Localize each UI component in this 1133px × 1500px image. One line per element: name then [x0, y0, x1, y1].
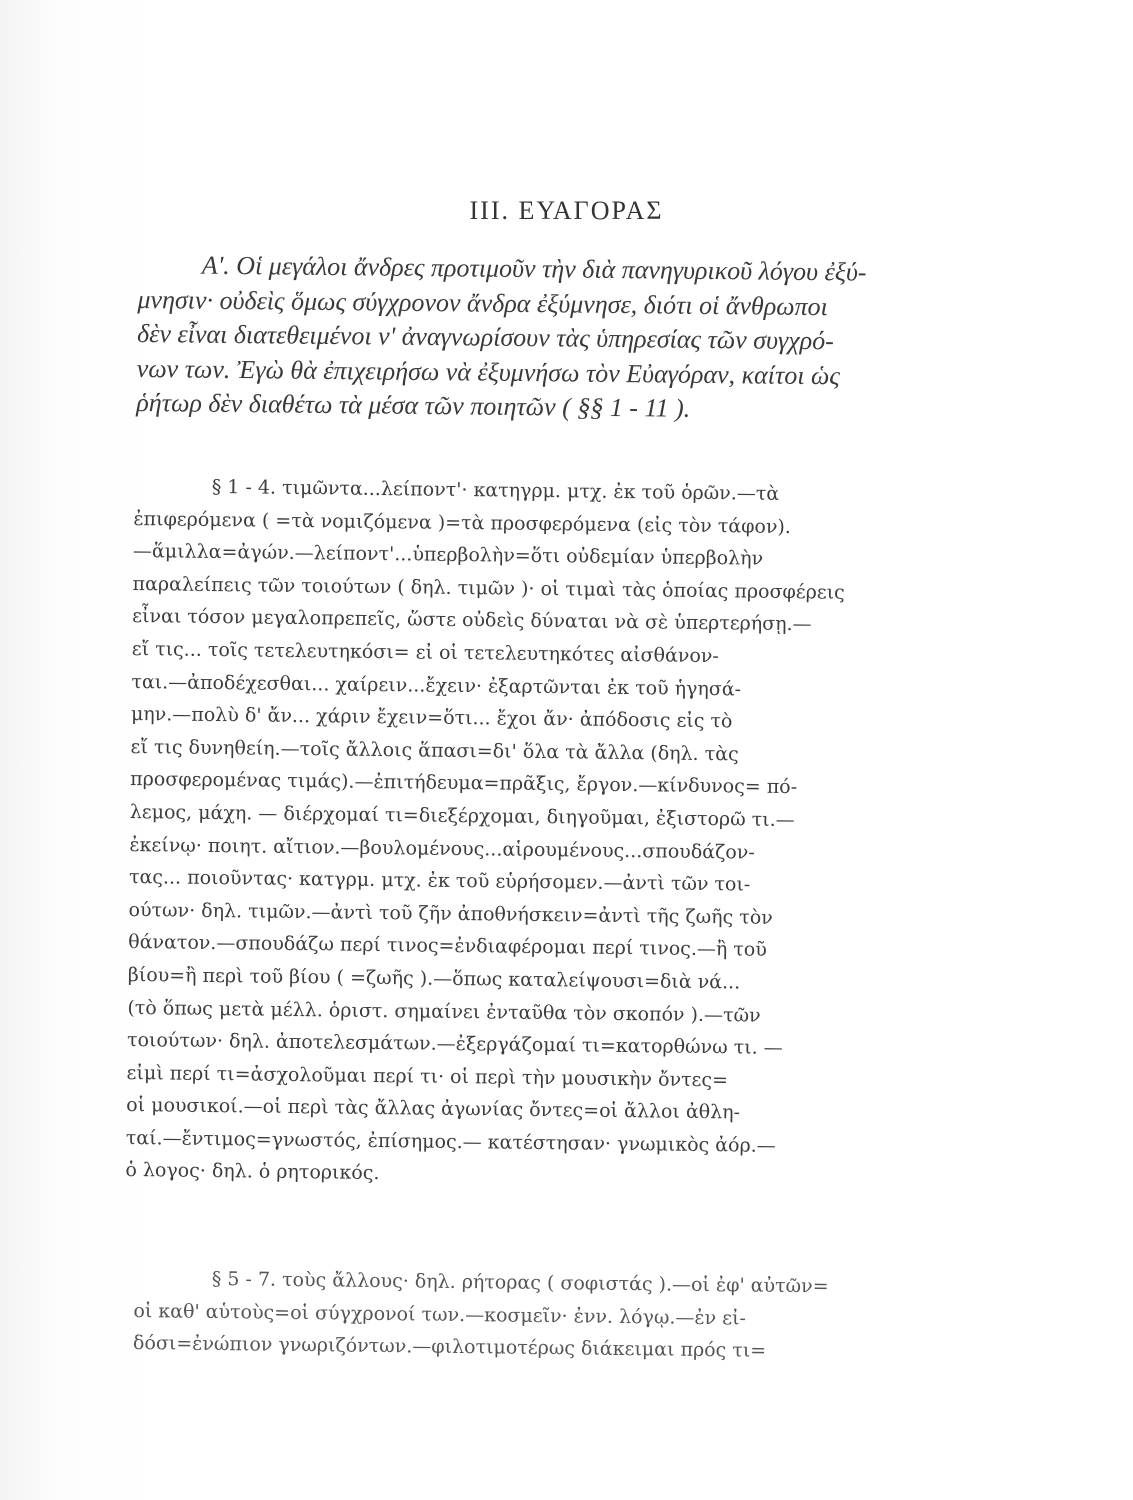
notes-5-7 [133, 1262, 996, 1370]
note-line: ταί.—ἔντιμος=γνωστός, ἐπίσημος.— κατέστησαν· γνωμικὸς ἀόρ.— [125, 1126, 776, 1157]
note-line: ται.—ἀποδέχεσθαι... χαίρειν...ἔχειν· ἐξαρτῶνται ἐκ τοῦ ἡγησά- [131, 670, 742, 700]
note-line: λεμος, μάχη. — διέρχομαί τι=διεξέρχομαι, διηγοῦμαι, ἐξιστορῶ τι.— [129, 800, 795, 832]
note-line: εἶναι τόσον μεγαλοπρεπεῖς, ὥστε οὐδεὶς δύναται νὰ σὲ ὑπερτερήσῃ.— [132, 605, 812, 636]
note-line: ὁ λογος· δηλ. ὁ ρητορικός. [125, 1159, 380, 1185]
note-line: οἱ μουσικοί.—οἱ περὶ τὰς ἄλλας ἀγωνίας ὄντες=οἱ ἄλλοι ἀθλη- [126, 1094, 741, 1124]
note-line: —ἅμιλλα=ἀγών.—λείποντ'...ὑπερβολὴν=ὅτι οὐδεμίαν ὑπερβολὴν [132, 540, 764, 570]
note-line: οἱ καθ' αὑτοὺς=οἱ σύγχρονοί των.—κοσμεῖν· ἐνν. λόγῳ.—ἐν εἰ- [133, 1299, 747, 1330]
note-line: ούτων· δηλ. τιμῶν.—ἀντὶ τοῦ ζῆν ἀποθνήσκειν=ἀντὶ τῆς ζωῆς τὸν [128, 898, 773, 929]
summary-line: Α'. Οἱ μεγάλοι ἄνδρες προτιμοῦν τὴν διὰ πανηγυρικοῦ λόγου ἐξύ- [201, 250, 867, 287]
note-line: § 1 - 4. τιμῶντα...λείποντ'· κατηγρμ. μτχ. ἐκ τοῦ ὁρῶν.—τὰ [211, 475, 780, 505]
notes-1-4 [125, 470, 996, 1198]
summary-line: μνησιν· οὐδεὶς ὅμως σύγχρονον ἄνδρα ἐξύμνησε, διότι οἱ ἄνθρωποι [137, 284, 829, 321]
note-line: δόσι=ἐνώπιον γνωριζόντων.—φιλοτιμοτέρως διάκειμαι πρός τι= [132, 1332, 767, 1362]
note-line: τας... ποιοῦντας· κατγρμ. μτχ. ἐκ τοῦ εὑρήσομεν.—ἀντὶ τῶν τοι- [128, 866, 751, 896]
summary-line: ῥήτωρ δὲν διαθέτω τὰ μέσα τῶν ποιητῶν ( §§ 1 - 11 ). [136, 387, 691, 423]
note-line: μην.—πολὺ δ' ἄν... χάριν ἔχειν=ὅτι... ἔχοι ἄν· ἀπόδοσις εἰς τὸ [130, 703, 733, 733]
note-line: ἐκείνῳ· ποιητ. αἴτιον.—βουλομένους...αἱρουμένους...σπουδάζον- [129, 833, 755, 864]
note-line: ἐπιφερόμενα ( =τὰ νομιζόμενα )=τὰ προσφερόμενα (εἰς τὸν τάφον). [133, 507, 792, 538]
note-line: § 5 - 7. τοὺς ἄλλους· δηλ. ρήτορας ( σοφιστάς ).—οἱ ἐφ' αὐτῶν= [211, 1267, 829, 1298]
note-line: εἴ τις... τοῖς τετελευτηκόσι= εἰ οἱ τετελευτηκότες αἰσθάνον- [131, 637, 719, 668]
summary-line: νων των. Ἐγὼ θὰ ἐπιχειρήσω νὰ ἐξυμνήσω τὸν Εὐαγόραν, καίτοι ὡς [136, 353, 841, 390]
note-line: προσφερομένας τιμάς).—ἐπιτήδευμα=πρᾶξις, ἔργον.—κίνδυνος= πό- [130, 768, 798, 799]
note-line: τοιούτων· δηλ. ἀποτελεσμάτων.—ἐξεργάζομαί τι=κατορθώνω τι. — [126, 1029, 783, 1060]
note-line: θάνατον.—σπουδάζω περί τινος=ἐνδιαφέρομαι περί τινος.—ἢ τοῦ [128, 931, 767, 962]
section-summary [136, 248, 986, 429]
section-title: III. ΕΥΑΓΟΡΑΣ [469, 196, 664, 225]
note-line: (τὸ ὅπως μετὰ μέλλ. ὁριστ. σημαίνει ἐνταῦθα τὸν σκοπόν ).—τῶν [127, 996, 761, 1027]
note-line: βίου=ἢ περὶ τοῦ βίου ( =ζωῆς ).—ὅπως καταλείψουσι=διὰ νά... [127, 963, 741, 994]
summary-line: δὲν εἶναι διατεθειμένοι ν' ἀναγνωρίσουν τὰς ὑπηρεσίας τῶν συγχρό- [136, 318, 834, 356]
note-line: παραλείπεις τῶν τοιούτων ( δηλ. τιμῶν )· οἱ τιμαὶ τὰς ὁποίας προσφέρεις [132, 572, 845, 604]
note-line: εἰμὶ περί τι=ἀσχολοῦμαι περί τι· οἱ περὶ τὴν μουσικὴν ὄντες= [126, 1061, 729, 1091]
note-line: εἴ τις δυνηθείη.—τοῖς ἄλλοις ἅπασι=δι' ὅλα τὰ ἄλλα (δηλ. τὰς [130, 735, 739, 766]
